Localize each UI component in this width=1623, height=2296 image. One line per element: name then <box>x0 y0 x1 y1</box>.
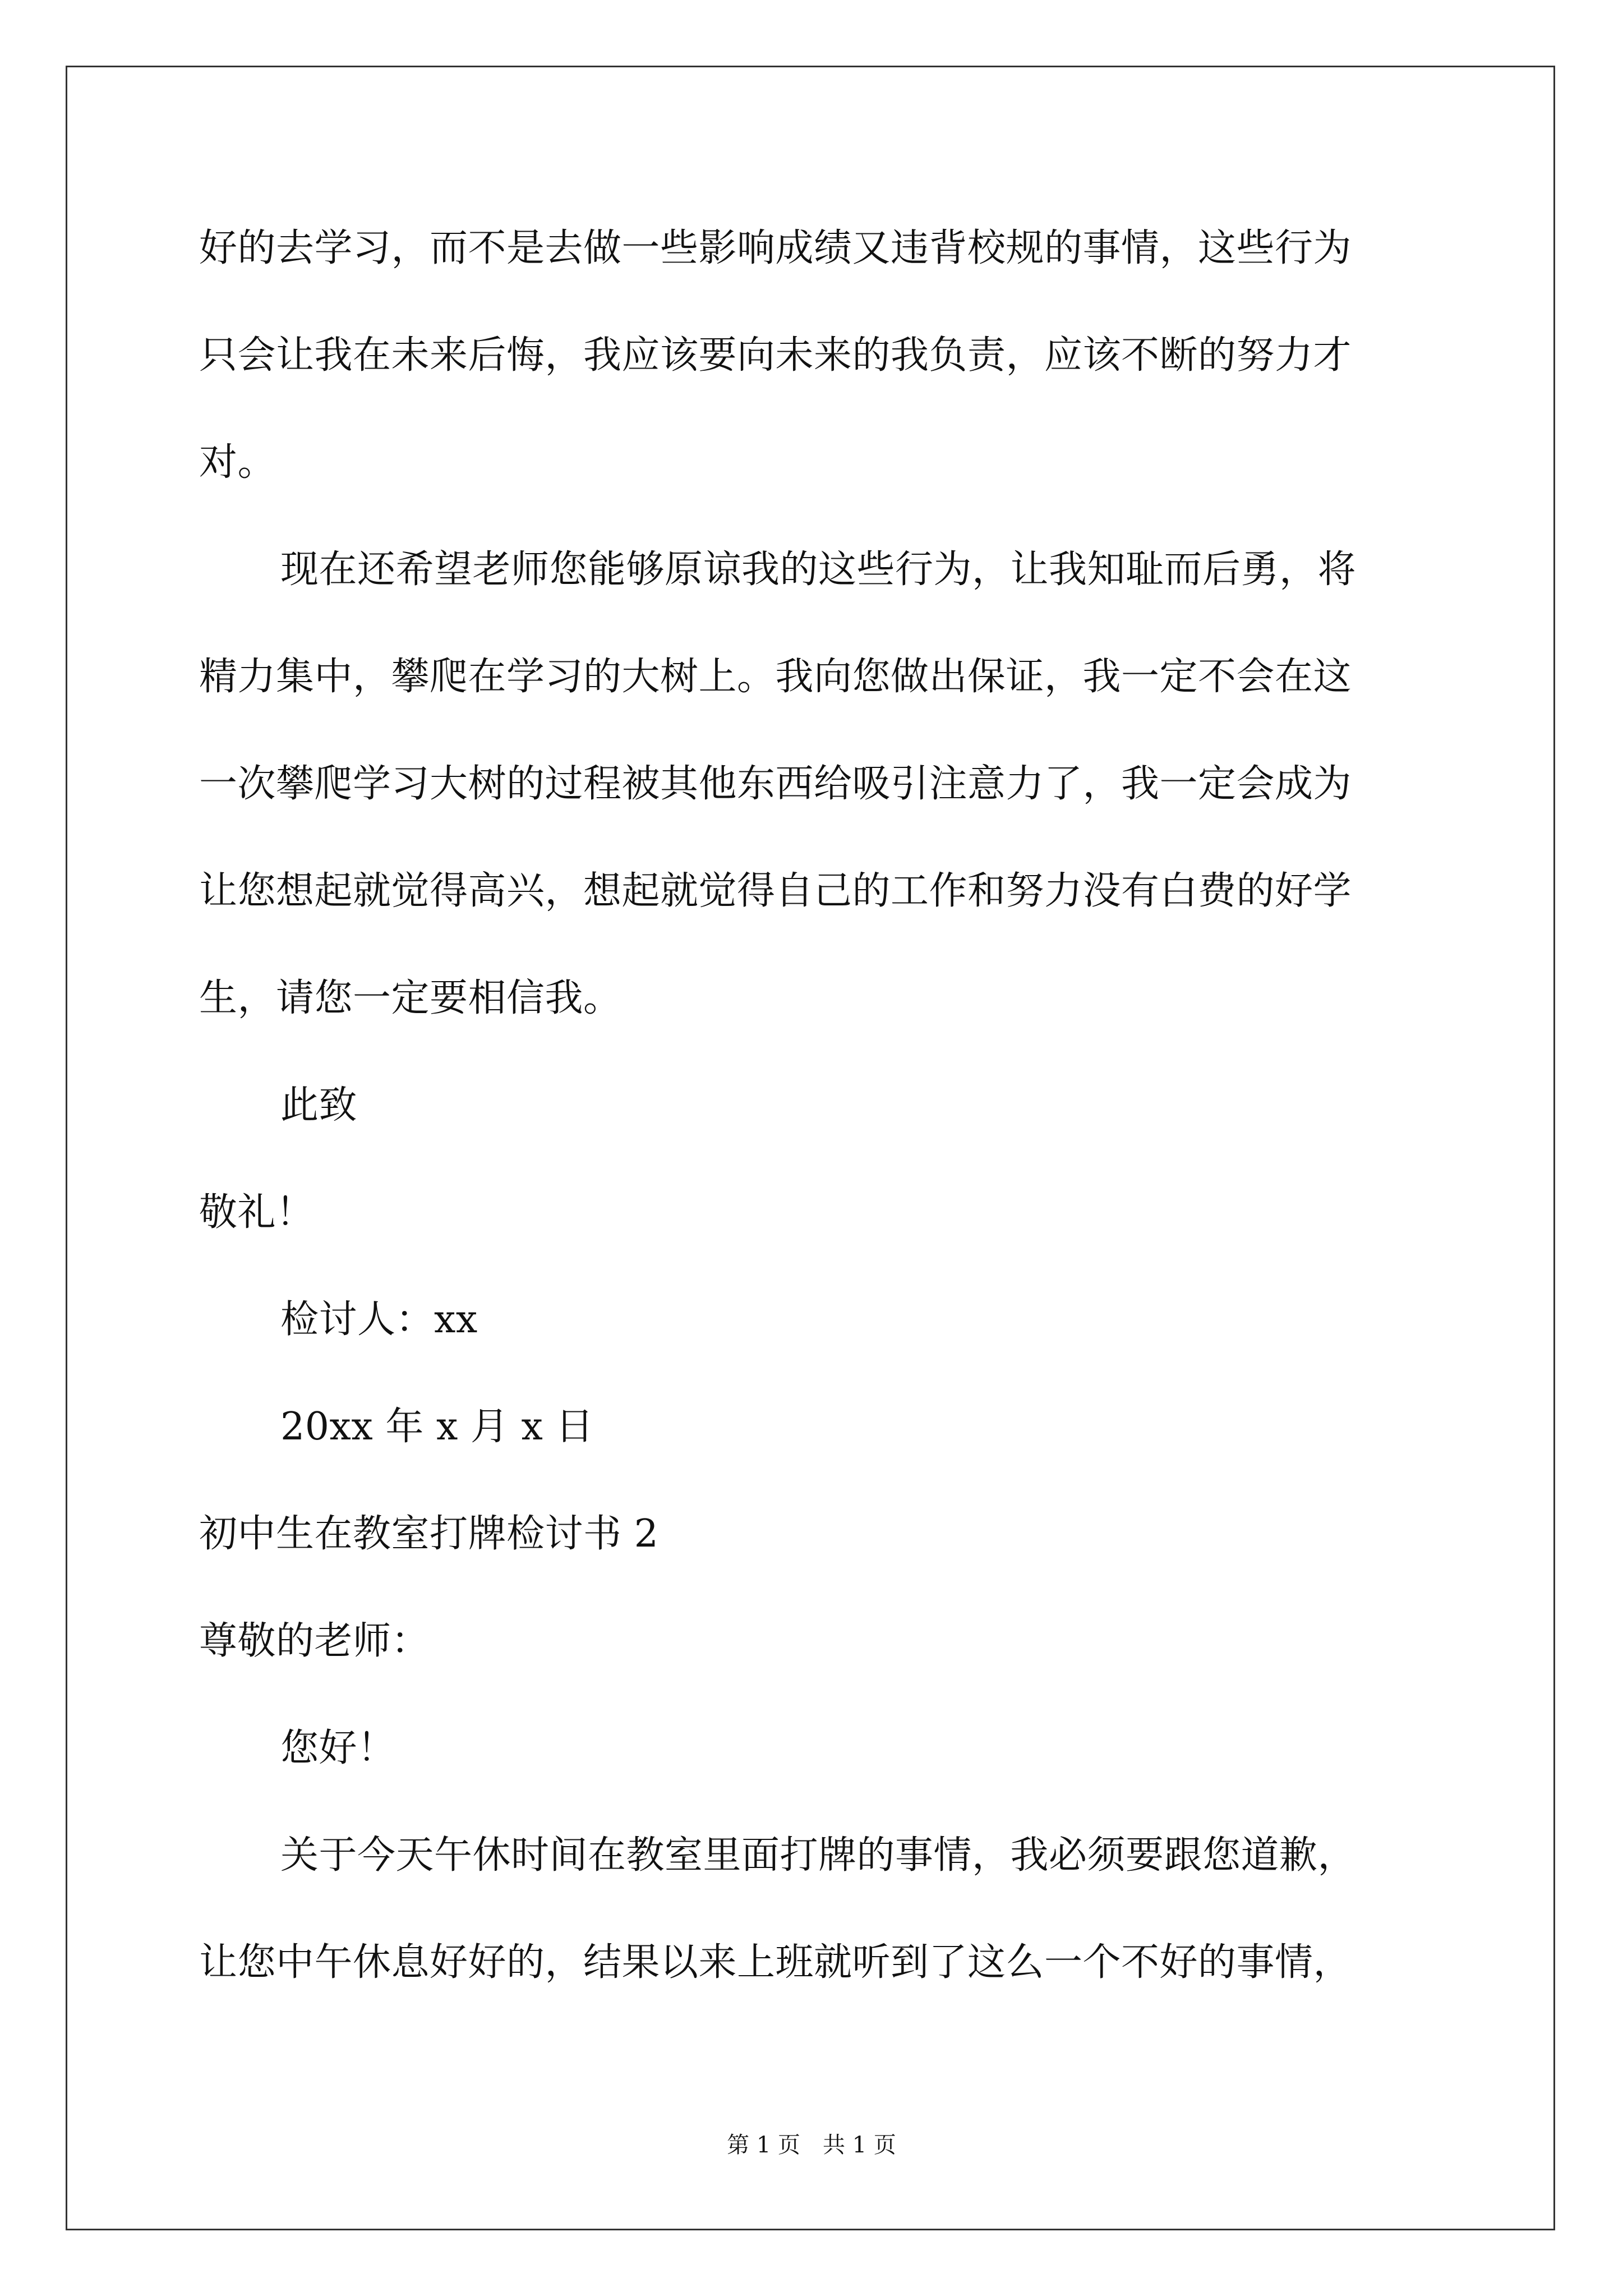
letter-greeting: 您好！ <box>280 1726 396 1770</box>
body-line: 好的去学习，而不是去做一些影响成绩又违背校规的事情，这些行为 <box>199 226 1352 270</box>
body-line: 只会让我在未来后悔，我应该要向未来的我负责，应该不断的努力才 <box>199 333 1352 378</box>
signature-line: 检讨人：xx <box>280 1297 478 1342</box>
date-line: 20xx 年 x 月 x 日 <box>280 1405 594 1449</box>
section-title: 初中生在教室打牌检讨书 2 <box>199 1512 659 1556</box>
body-line: 让您想起就觉得高兴，想起就觉得自己的工作和努力没有白费的好学 <box>199 869 1352 913</box>
letter-recipient: 尊敬的老师： <box>199 1619 430 1663</box>
paragraph-start-line: 关于今天午休时间在教室里面打牌的事情，我必须要跟您道歉， <box>280 1833 1357 1878</box>
closing-salutation: 此致 <box>280 1083 358 1128</box>
body-line: 精力集中，攀爬在学习的大树上。我向您做出保证，我一定不会在这 <box>199 655 1352 699</box>
page-border <box>66 66 1555 2230</box>
body-line: 一次攀爬学习大树的过程被其他东西给吸引注意力了，我一定会成为 <box>199 762 1352 806</box>
body-line: 让您中午休息好好的，结果以来上班就听到了这么一个不好的事情， <box>199 1940 1352 1985</box>
body-line: 生，请您一定要相信我。 <box>199 976 622 1020</box>
body-line: 对。 <box>199 440 276 485</box>
closing-respect: 敬礼！ <box>199 1190 315 1235</box>
paragraph-start-line: 现在还希望老师您能够原谅我的这些行为，让我知耻而后勇，将 <box>280 547 1357 592</box>
page-number-footer: 第 1 页 共 1 页 <box>727 2132 896 2158</box>
